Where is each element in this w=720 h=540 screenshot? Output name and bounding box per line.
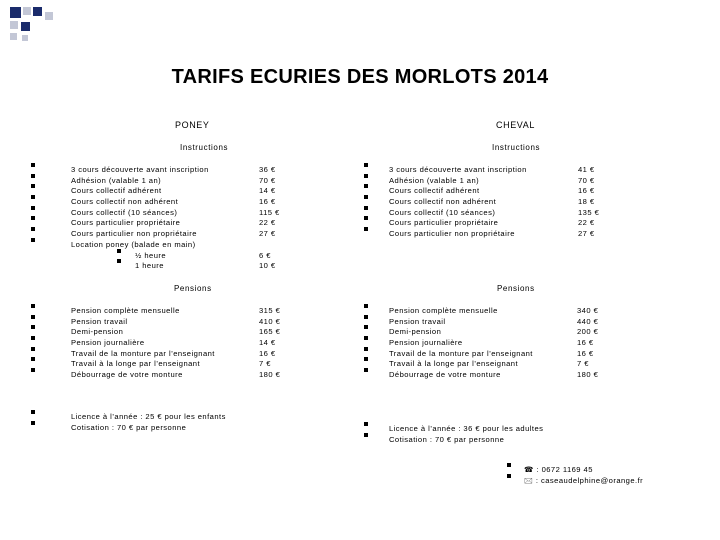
bullet-icon [31,174,35,178]
poney-heading: PONEY [175,120,210,130]
bullet-icon [364,347,368,351]
bullet-icon [117,249,121,253]
list-item: Demi-pension 165 € [31,327,291,338]
cheval-heading: CHEVAL [496,120,535,130]
list-item: 3 cours découverte avant inscription 41 € [364,165,614,176]
bullet-icon [31,195,35,199]
bullet-icon [364,433,368,437]
corner-decoration [45,12,53,20]
corner-decoration [21,22,30,31]
corner-decoration [10,21,18,29]
poney-pensions-list [31,306,291,381]
list-item: Pension travail 440 € [364,317,614,328]
phone-number: ☎ : 0672 1169 45 [524,465,593,474]
corner-decoration [22,35,28,41]
list-item: ½ heure 6 € [31,251,291,262]
list-item: Cours collectif (10 séances) 135 € [364,208,614,219]
bullet-icon [117,259,121,263]
bullet-icon [31,410,35,414]
list-item: Cours collectif (10 séances) 115 € [31,208,291,219]
list-item: Cotisation : 70 € par personne [364,435,614,446]
list-item: Débourrage de votre monture 180 € [364,370,614,381]
bullet-icon [31,421,35,425]
poney-pensions-heading: Pensions [174,284,212,293]
bullet-icon [364,304,368,308]
email-address: 🖂 : caseaudelphine@orange.fr [524,475,644,485]
list-item: Débourrage de votre monture 180 € [31,370,291,381]
cheval-extra-list [364,424,614,445]
cheval-pensions-list [364,306,614,381]
corner-decoration [10,33,17,40]
list-item [507,476,707,487]
list-item: Travail à la longe par l’enseignant 7 € [31,359,291,370]
list-item: Licence à l’année : 25 € pour les enfants [31,412,291,423]
list-item: Cours collectif adhérent 14 € [31,186,291,197]
list-item: Pension journalière 14 € [31,338,291,349]
bullet-icon [507,474,511,478]
list-item: Licence à l’année : 36 € pour les adultes [364,424,614,435]
list-item: Cours particulier propriétaire 22 € [364,218,614,229]
bullet-icon [364,163,368,167]
bullet-icon [31,227,35,231]
bullet-icon [31,184,35,188]
list-item: Location poney (balade en main) [31,240,291,251]
bullet-icon [507,463,511,467]
bullet-icon [364,227,368,231]
bullet-icon [364,357,368,361]
page-title: TARIFS ECURIES DES MORLOTS 2014 [171,66,549,88]
bullet-icon [31,368,35,372]
bullet-icon [364,216,368,220]
cheval-pensions-heading: Pensions [497,284,535,293]
list-item: Travail de la monture par l’enseignant 16 € [31,349,291,360]
bullet-icon [364,174,368,178]
bullet-icon [31,336,35,340]
list-item: Pension complète mensuelle 340 € [364,306,614,317]
bullet-icon [31,357,35,361]
bullet-icon [31,206,35,210]
list-item: Adhésion (valable 1 an) 70 € [31,176,291,187]
bullet-icon [31,347,35,351]
bullet-icon [31,163,35,167]
list-item: Cours collectif adhérent 16 € [364,186,614,197]
bullet-icon [31,216,35,220]
bullet-icon [364,315,368,319]
list-item: Pension complète mensuelle 315 € [31,306,291,317]
bullet-icon [31,315,35,319]
bullet-icon [364,422,368,426]
bullet-icon [364,368,368,372]
bullet-icon [364,325,368,329]
bullet-icon [364,336,368,340]
poney-instructions-list [31,165,291,272]
corner-decoration [23,7,31,15]
bullet-icon [31,304,35,308]
contact-list [507,465,707,486]
list-item: Cours particulier non propriétaire 27 € [31,229,291,240]
poney-extra-list [31,412,291,433]
list-item: Cours particulier propriétaire 22 € [31,218,291,229]
list-item: 1 heure 10 € [31,261,291,272]
bullet-icon [364,206,368,210]
bullet-icon [31,325,35,329]
corner-decoration [33,7,42,16]
cheval-instructions-heading: Instructions [492,143,541,152]
corner-decoration [10,7,21,18]
list-item [507,465,707,476]
list-item: Pension travail 410 € [31,317,291,328]
list-item: Adhésion (valable 1 an) 70 € [364,176,614,187]
bullet-icon [31,238,35,242]
list-item: Pension journalière 16 € [364,338,614,349]
list-item: 3 cours découverte avant inscription 36 € [31,165,291,176]
list-item: Travail à la longe par l’enseignant 7 € [364,359,614,370]
list-item: Demi-pension 200 € [364,327,614,338]
bullet-icon [364,184,368,188]
list-item: Cours particulier non propriétaire 27 € [364,229,614,240]
poney-instructions-heading: Instructions [180,143,229,152]
bullet-icon [364,195,368,199]
cheval-instructions-list [364,165,614,240]
list-item: Cotisation : 70 € par personne [31,423,291,434]
list-item: Cours collectif non adhérent 18 € [364,197,614,208]
list-item: Cours collectif non adhérent 16 € [31,197,291,208]
list-item: Travail de la monture par l’enseignant 16 € [364,349,614,360]
